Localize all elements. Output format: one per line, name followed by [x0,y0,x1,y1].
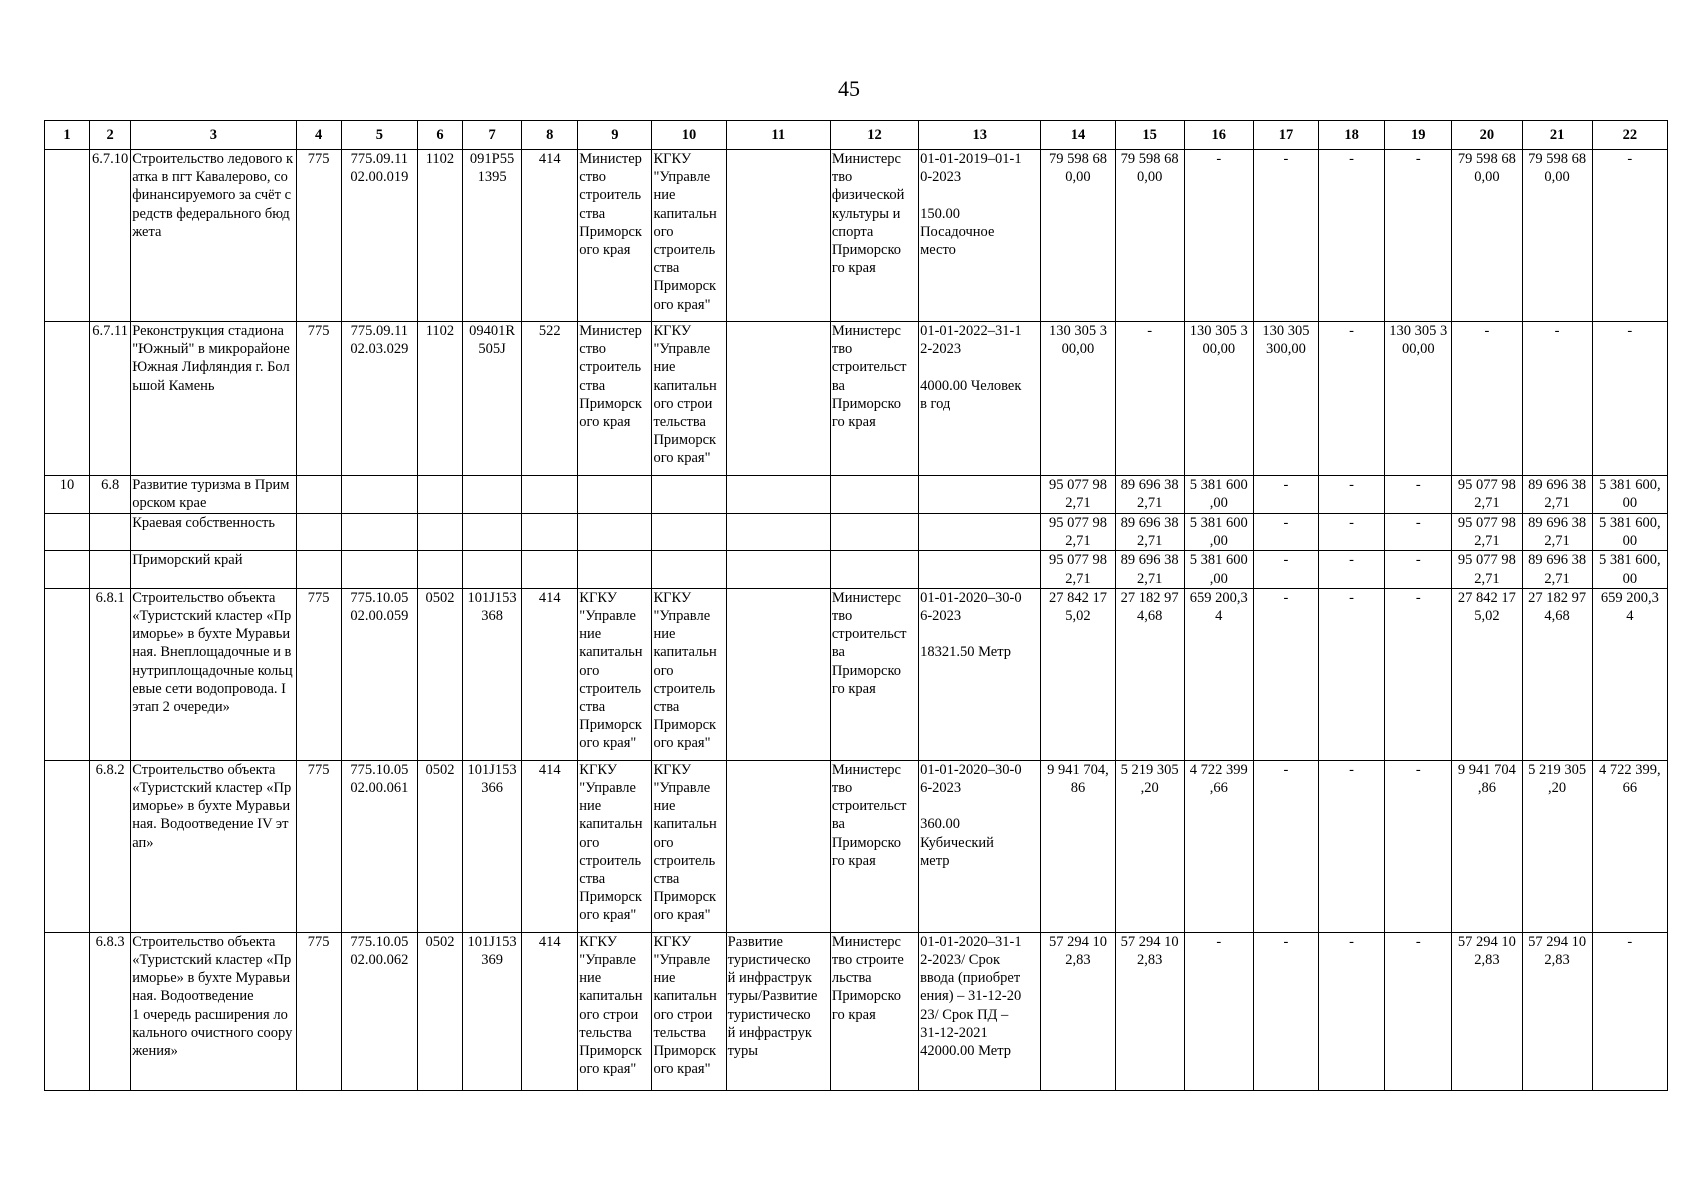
table-cell: 6.7.11 [90,322,131,476]
table-cell [726,514,830,551]
table-cell [652,476,726,514]
table-cell: Строительство объекта «Туристский кластер «Приморье» в бухте Муравьиная. Водоотведение IV этап» [131,760,296,932]
page-number: 45 [838,76,860,101]
table-cell: - [1592,322,1667,476]
table-cell: КГКУ "Управле ние капитальн ого строитель ства Приморск ого края" [652,760,726,932]
table-cell [830,551,918,588]
table-cell: - [1319,322,1385,476]
table-cell: 659 200,3 4 [1184,588,1253,760]
table-cell: 522 [522,322,578,476]
column-header: 10 [652,121,726,150]
table-row [45,150,1668,322]
table-cell: 79 598 68 0,00 [1041,150,1115,322]
table-cell: 57 294 10 2,83 [1115,932,1184,1090]
table-row [45,476,1668,514]
column-header: 15 [1115,121,1184,150]
table-cell: 775.10.05 02.00.062 [341,932,417,1090]
table-cell: - [1319,551,1385,588]
table-cell: 5 381 600, 00 [1592,514,1667,551]
table-cell [578,514,652,551]
table-cell: 130 305 3 00,00 [1184,322,1253,476]
column-header: 1 [45,121,90,150]
table-cell: 95 077 98 2,71 [1452,514,1522,551]
table-cell: 414 [522,760,578,932]
table-cell: - [1385,150,1452,322]
table-cell: - [1253,476,1318,514]
table-cell: 9 941 704, 86 [1041,760,1115,932]
table-cell: 5 381 600 ,00 [1184,551,1253,588]
column-header: 12 [830,121,918,150]
table-cell [652,514,726,551]
table-cell [45,150,90,322]
table-cell [296,476,341,514]
table-cell: 95 077 98 2,71 [1041,551,1115,588]
table-cell: 89 696 38 2,71 [1522,476,1592,514]
table-cell: 6.8 [90,476,131,514]
table-cell: 414 [522,588,578,760]
table-cell [341,551,417,588]
column-header: 7 [463,121,522,150]
table-cell [90,514,131,551]
table-cell [463,514,522,551]
table-cell [652,551,726,588]
table-cell: 01-01-2020–30-0 6-2023 360.00 Кубический метр [919,760,1041,932]
table-cell: - [1385,760,1452,932]
table-cell: КГКУ "Управле ние капитальн ого строитель ства Приморск ого края" [652,150,726,322]
table-cell: - [1319,760,1385,932]
table-cell: 01-01-2022–31-1 2-2023 4000.00 Человек в год [919,322,1041,476]
table-cell: 10 [45,476,90,514]
table-cell: 01-01-2020–31-1 2-2023/ Срок ввода (приобрет ения) – 31-12-20 23/ Срок ПД – 31-12-2021 42000.00 Метр [919,932,1041,1090]
table-cell: - [1253,551,1318,588]
table-cell [417,551,462,588]
table-cell: 01-01-2019–01-1 0-2023 150.00 Посадочное место [919,150,1041,322]
table-cell: 89 696 38 2,71 [1522,551,1592,588]
table-cell: - [1385,476,1452,514]
table-cell: - [1253,760,1318,932]
table-cell: - [1319,476,1385,514]
table-cell: 101J153 366 [463,760,522,932]
table-cell: 89 696 38 2,71 [1115,551,1184,588]
table-cell: Реконструкция стадиона "Южный" в микрорайоне Южная Лифляндия г. Большой Камень [131,322,296,476]
column-header: 22 [1592,121,1667,150]
table-cell: 57 294 10 2,83 [1452,932,1522,1090]
table-cell: КГКУ "Управле ние капитальн ого строи тельства Приморск ого края" [652,322,726,476]
table-cell [45,588,90,760]
table-cell: 95 077 98 2,71 [1452,476,1522,514]
table-cell: 091P55 1395 [463,150,522,322]
table-cell: Министерс тво строительст ва Приморско го края [830,588,918,760]
table-cell [45,932,90,1090]
table-cell: 95 077 98 2,71 [1041,514,1115,551]
table-cell: 6.8.3 [90,932,131,1090]
table-cell: - [1253,514,1318,551]
table-cell: - [1592,150,1667,322]
table-cell [522,514,578,551]
table-cell [341,476,417,514]
table-cell: Министерс тво физической культуры и спорта Приморско го края [830,150,918,322]
table-cell: КГКУ "Управле ние капитальн ого строитель ства Приморск ого края" [578,588,652,760]
table-cell [578,476,652,514]
table-cell: 6.8.1 [90,588,131,760]
table-cell: Строительство объекта «Туристский кластер «Приморье» в бухте Муравьиная. Водоотведение 1 очередь расширения локального очистного сооружения» [131,932,296,1090]
column-header: 4 [296,121,341,150]
table-cell: 0502 [417,760,462,932]
table-cell: 775 [296,322,341,476]
column-header: 20 [1452,121,1522,150]
table-cell [463,551,522,588]
table-cell: - [1592,932,1667,1090]
table-cell: 5 381 600 ,00 [1184,514,1253,551]
table-cell [578,551,652,588]
column-header: 21 [1522,121,1592,150]
table-cell: - [1319,588,1385,760]
table-cell: 130 305 3 00,00 [1385,322,1452,476]
table-cell [522,476,578,514]
table-cell: 5 381 600 ,00 [1184,476,1253,514]
table-cell: 4 722 399 ,66 [1184,760,1253,932]
table-cell: Министер ство строитель ства Приморск ого края [578,322,652,476]
table-row [45,932,1668,1090]
table-cell: 101J153 368 [463,588,522,760]
table-cell: 57 294 10 2,83 [1522,932,1592,1090]
table-cell [45,760,90,932]
table-cell: 1102 [417,322,462,476]
table-cell: 775 [296,760,341,932]
table-row [45,514,1668,551]
table-cell: Строительство ледового катка в пгт Кавалерово, софинансируемого за счёт средств федерального бюджета [131,150,296,322]
table-cell [417,514,462,551]
table-cell: 775 [296,932,341,1090]
table-cell: 9 941 704 ,86 [1452,760,1522,932]
table-cell: - [1184,150,1253,322]
table-cell: 79 598 68 0,00 [1452,150,1522,322]
column-header: 17 [1253,121,1318,150]
table-cell: 775.09.11 02.03.029 [341,322,417,476]
column-header: 2 [90,121,131,150]
table-cell [726,551,830,588]
table-cell: 57 294 10 2,83 [1041,932,1115,1090]
table-row [45,322,1668,476]
table-cell: 01-01-2020–30-0 6-2023 18321.50 Метр [919,588,1041,760]
table-cell [296,514,341,551]
table-cell: 6.7.10 [90,150,131,322]
table-cell [417,476,462,514]
table-cell [463,476,522,514]
table-cell: 4 722 399, 66 [1592,760,1667,932]
table-cell: 09401R 505J [463,322,522,476]
table-cell: 27 182 97 4,68 [1115,588,1184,760]
table-cell: - [1319,514,1385,551]
table-cell: - [1319,932,1385,1090]
table-cell [726,588,830,760]
table-cell: Министерс тво строите льства Приморско го края [830,932,918,1090]
table-cell: КГКУ "Управле ние капитальн ого строи тельства Приморск ого края" [578,932,652,1090]
table-cell: 775.09.11 02.00.019 [341,150,417,322]
table-body [45,150,1668,1091]
table-cell: 5 381 600, 00 [1592,551,1667,588]
table-cell: 27 182 97 4,68 [1522,588,1592,760]
table-cell: Министерс тво строительст ва Приморско го края [830,760,918,932]
table-cell: 27 842 17 5,02 [1452,588,1522,760]
column-header: 8 [522,121,578,150]
table-cell [726,150,830,322]
table-cell: 414 [522,150,578,322]
table-cell: 775 [296,150,341,322]
table-cell [45,322,90,476]
table-cell: 79 598 68 0,00 [1115,150,1184,322]
table-cell: - [1522,322,1592,476]
table-cell: - [1385,588,1452,760]
table-cell: - [1385,514,1452,551]
table-row [45,588,1668,760]
budget-table [44,120,1668,1091]
table-cell: 89 696 38 2,71 [1115,476,1184,514]
table-cell [45,514,90,551]
table-cell [919,514,1041,551]
table-cell [296,551,341,588]
table-cell [919,476,1041,514]
column-header: 16 [1184,121,1253,150]
table-header-row [45,121,1668,150]
table-cell [919,551,1041,588]
table-cell [90,551,131,588]
column-header: 18 [1319,121,1385,150]
table-cell: Развитие туристическо й инфраструк туры/Развитие туристическо й инфраструк туры [726,932,830,1090]
table-cell: - [1115,322,1184,476]
table-cell: - [1452,322,1522,476]
table-cell: 0502 [417,588,462,760]
table-cell [726,476,830,514]
table-cell: 89 696 38 2,71 [1115,514,1184,551]
table-cell: - [1253,588,1318,760]
column-header: 19 [1385,121,1452,150]
table-cell [726,760,830,932]
table-cell: КГКУ "Управле ние капитальн ого строитель ства Приморск ого края" [578,760,652,932]
table-cell: 101J153 369 [463,932,522,1090]
table-cell [726,322,830,476]
table-cell: 659 200,3 4 [1592,588,1667,760]
table-cell: КГКУ "Управле ние капитальн ого строи тельства Приморск ого края" [652,932,726,1090]
table-cell [830,476,918,514]
table-cell [341,514,417,551]
table-cell: 5 219 305 ,20 [1115,760,1184,932]
table-cell: 0502 [417,932,462,1090]
column-header: 13 [919,121,1041,150]
table-cell: 5 219 305 ,20 [1522,760,1592,932]
table-cell: - [1319,150,1385,322]
table-cell: 95 077 98 2,71 [1452,551,1522,588]
table-cell: 5 381 600, 00 [1592,476,1667,514]
table-cell: 775.10.05 02.00.059 [341,588,417,760]
table-cell: - [1385,551,1452,588]
table-cell: 414 [522,932,578,1090]
table-cell: 775.10.05 02.00.061 [341,760,417,932]
table-cell: 27 842 17 5,02 [1041,588,1115,760]
table-cell: 130 305 300,00 [1253,322,1318,476]
column-header: 5 [341,121,417,150]
column-header: 14 [1041,121,1115,150]
table-cell: КГКУ "Управле ние капитальн ого строитель ства Приморск ого края" [652,588,726,760]
table-cell: - [1184,932,1253,1090]
column-header: 9 [578,121,652,150]
table-cell: 6.8.2 [90,760,131,932]
table-cell [45,551,90,588]
table-cell: Развитие туризма в Приморском крае [131,476,296,514]
table-row [45,551,1668,588]
table-cell: - [1253,932,1318,1090]
table-cell: 89 696 38 2,71 [1522,514,1592,551]
table-cell [522,551,578,588]
table-cell: - [1253,150,1318,322]
table-cell: Министерс тво строительст ва Приморско го края [830,322,918,476]
table-cell: Краевая собственность [131,514,296,551]
table-row [45,760,1668,932]
column-header: 6 [417,121,462,150]
table-cell: 79 598 68 0,00 [1522,150,1592,322]
table-cell: - [1385,932,1452,1090]
table-cell: Приморский край [131,551,296,588]
column-header: 11 [726,121,830,150]
table-cell: 775 [296,588,341,760]
table-cell: Строительство объекта «Туристский кластер «Приморье» в бухте Муравьиная. Внеплощадочные и внутриплощадочные кольцевые сети водопровода. I этап 2 очереди» [131,588,296,760]
column-header: 3 [131,121,296,150]
table-cell: 95 077 98 2,71 [1041,476,1115,514]
table-cell: Министер ство строитель ства Приморск ого края [578,150,652,322]
table-cell: 130 305 3 00,00 [1041,322,1115,476]
table-cell: 1102 [417,150,462,322]
table-cell [830,514,918,551]
